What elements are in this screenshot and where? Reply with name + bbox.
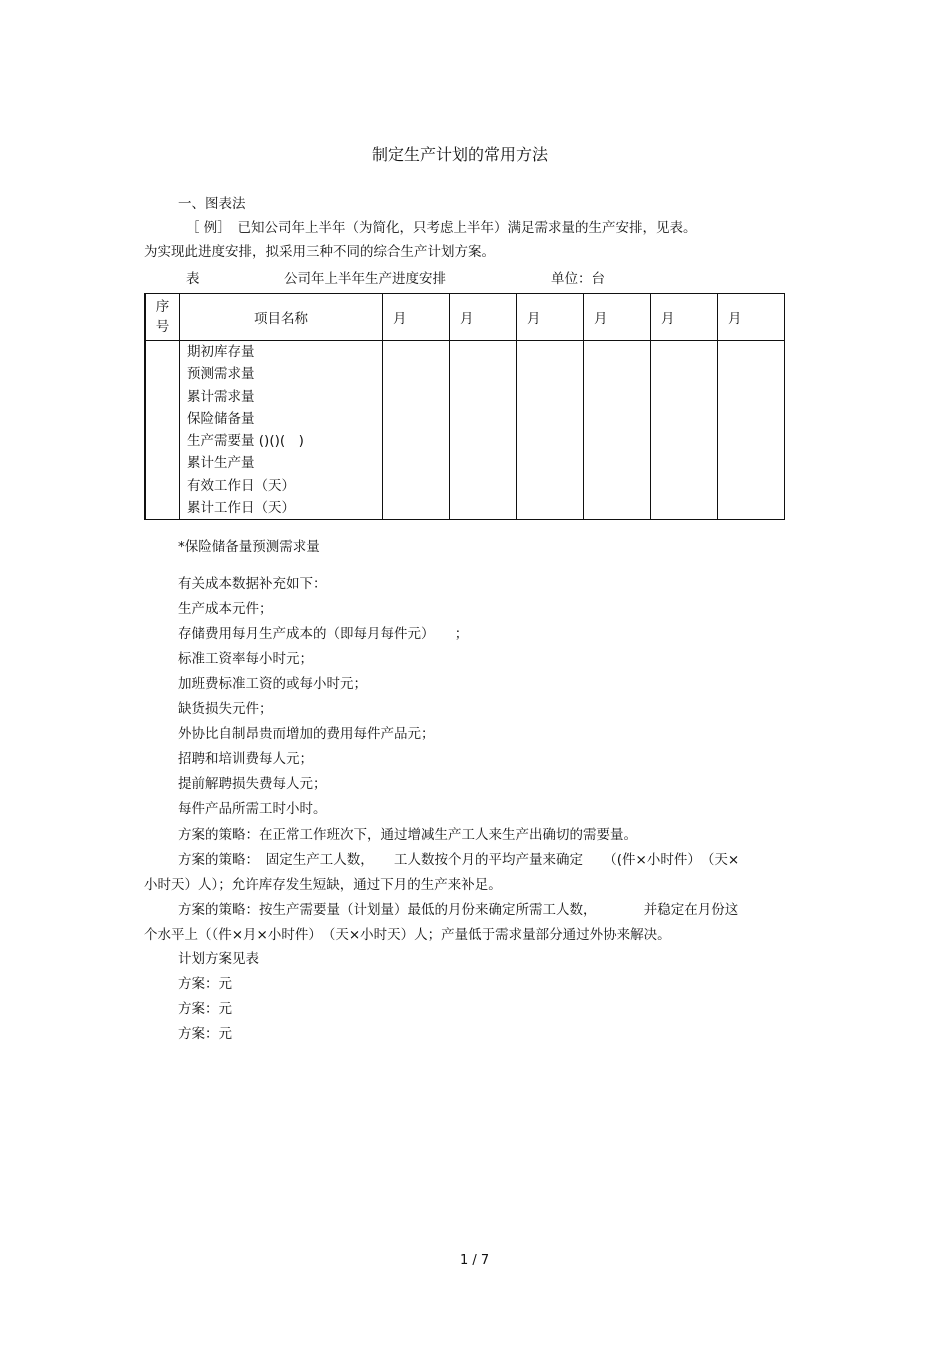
example-text-line-1: ［ 例］ 已知公司年上半年（为简化，只考虑上半年）满足需求量的生产安排，见表。	[186, 220, 697, 236]
item-list	[180, 341, 382, 519]
header-month-4: 月	[584, 294, 651, 341]
list-item: 预测需求量	[187, 366, 255, 383]
cost-item: 外协比自制昂贵而增加的费用每件产品元；	[178, 726, 435, 742]
cost-item: 每件产品所需工时小时。	[178, 801, 327, 817]
plan-item: 方案：元	[178, 1026, 232, 1042]
table-note: *保险储备量预测需求量	[178, 539, 320, 555]
cost-item: 标准工资率每小时元；	[178, 651, 313, 667]
header-month-3: 月	[517, 294, 584, 341]
header-month-1: 月	[383, 294, 450, 341]
table-caption-name: 公司年上半年生产进度安排	[284, 271, 446, 287]
cost-header: 有关成本数据补充如下：	[178, 576, 327, 592]
cost-item: 招聘和培训费每人元；	[178, 751, 313, 767]
month-cell-1	[383, 341, 450, 520]
plan-header: 计划方案见表	[178, 951, 259, 967]
item-list-cell	[180, 341, 383, 520]
list-item: 保险储备量	[187, 410, 255, 427]
month-cell-6	[718, 341, 785, 520]
month-cell-2	[450, 341, 517, 520]
production-schedule-table	[144, 293, 785, 520]
month-cell-3	[517, 341, 584, 520]
header-seq	[145, 294, 180, 341]
list-item: 累计工作日（天）	[187, 500, 295, 517]
strategy-2-line-1: 方案的策略： 固定生产工人数， 工人数按个月的平均产量来确定 （(件×小时件） （天×	[178, 852, 740, 868]
strategy-2-line-2: 小时天）人）；允许库存发生短缺，通过下月的生产来补足。	[144, 877, 502, 893]
list-item: 累计需求量	[187, 388, 255, 405]
list-item: 有效工作日（天）	[187, 477, 295, 494]
month-cell-4	[584, 341, 651, 520]
cost-item: 加班费标准工资的或每小时元；	[178, 676, 367, 692]
header-month-5: 月	[651, 294, 718, 341]
list-item: 期初库存量	[187, 344, 255, 360]
table-body-row	[145, 341, 785, 520]
page-number: 1 / 7	[460, 1253, 490, 1268]
plan-item: 方案：元	[178, 976, 232, 992]
cost-item: 生产成本元件；	[178, 601, 273, 617]
strategy-3-line-2: 个水平上（（件×月×小时件） （天×小时天）人；产量低于需求量部分通过外协来解决。	[144, 927, 671, 943]
header-seq-line-1: 序	[155, 299, 170, 315]
strategy-3-line-1: 方案的策略：按生产需要量（计划量）最低的月份来确定所需工人数， 并稳定在月份这	[178, 902, 739, 918]
list-item: 生产需要量 ()()( )	[187, 433, 304, 450]
table-header-row	[145, 294, 785, 341]
table-caption-label: 表	[186, 271, 200, 287]
page-title: 制定生产计划的常用方法	[372, 145, 549, 164]
body-seq-cell	[145, 341, 180, 520]
header-item-name: 项目名称	[180, 294, 383, 341]
cost-item: 提前解聘损失费每人元；	[178, 776, 327, 792]
header-month-2: 月	[450, 294, 517, 341]
cost-item: 缺货损失元件；	[178, 701, 273, 717]
table-caption-unit: 单位：台	[551, 271, 605, 287]
plan-item: 方案：元	[178, 1001, 232, 1017]
cost-item: 存储费用每月生产成本的（即每月每件元） ；	[178, 626, 469, 642]
list-item: 累计生产量	[187, 455, 255, 472]
example-text-line-2: 为实现此进度安排，拟采用三种不同的综合生产计划方案。	[144, 244, 495, 260]
month-cell-5	[651, 341, 718, 520]
header-seq-line-2: 号	[155, 319, 170, 335]
header-month-6: 月	[718, 294, 785, 341]
strategy-1: 方案的策略：在正常工作班次下，通过增减生产工人来生产出确切的需要量。	[178, 827, 637, 843]
section-heading: 一、图表法	[178, 196, 246, 212]
